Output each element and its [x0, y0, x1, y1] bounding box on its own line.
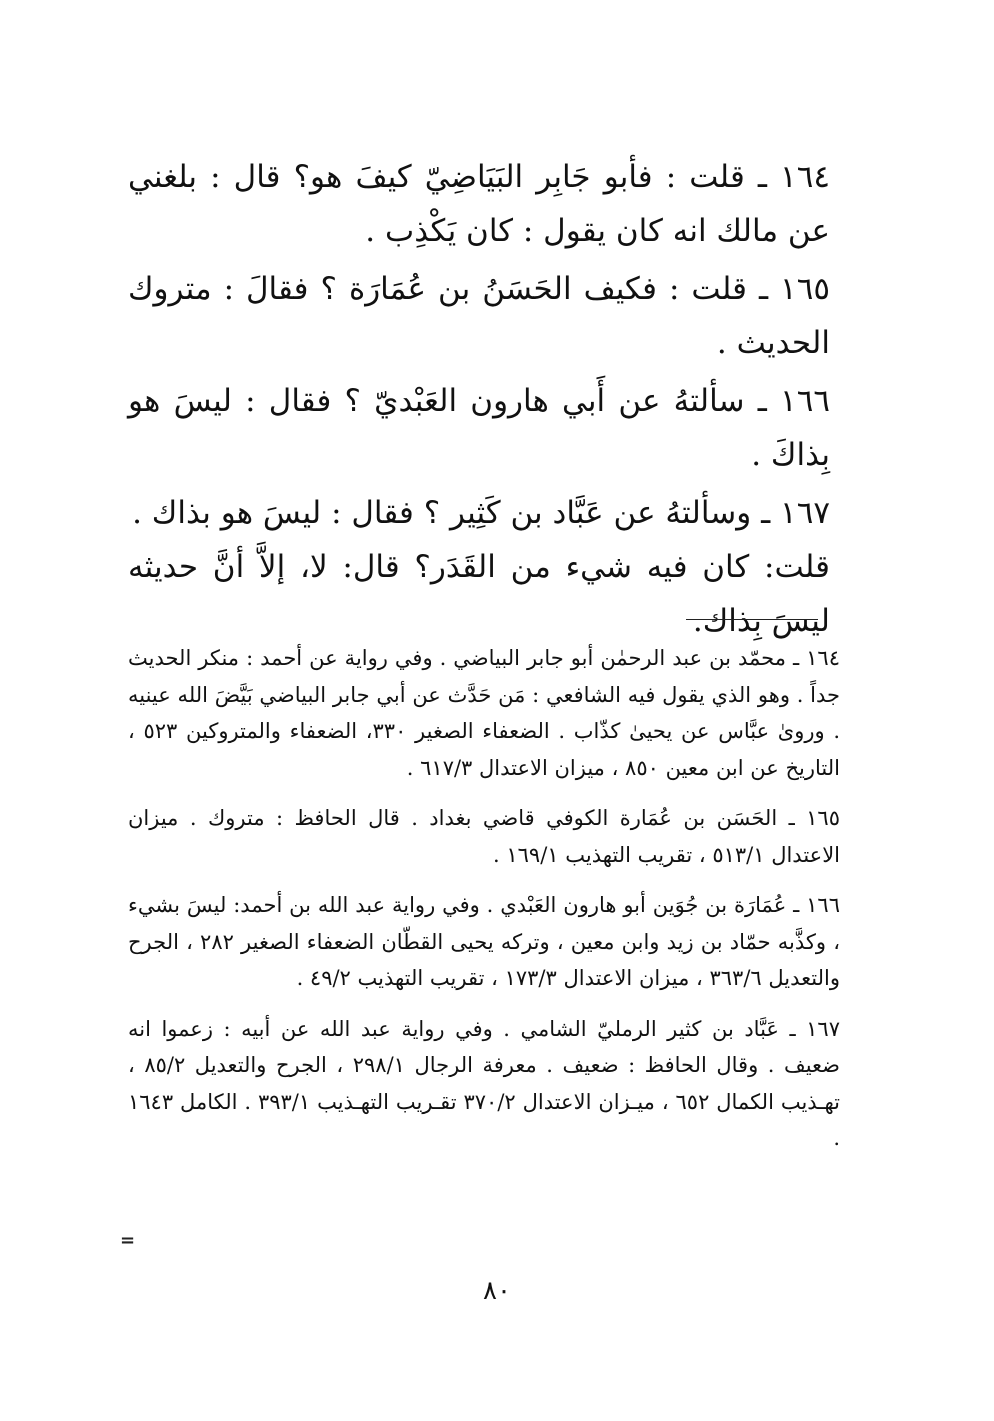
footnote-166: ١٦٦ ـ عُمَارَة بن جُوَين أبو هارون العَبْدي . وفي رواية عبد الله بن أحمد: ليسَ بشيء ، وكذَّبه حمّاد بن زيد وابن معين ، وتركه يحيى القطّان الضعفاء الصغير ٢٨٢ ، الجرح والتعديل ٣٦٣/٦ ، ميزان الاعتدال ١٧٣/٣ ، تقريب التهذيب ٤٩/٢ . — [128, 893, 841, 990]
page-number: ٨٠ — [483, 1276, 511, 1306]
main-text-body — [128, 150, 830, 652]
entry-167-continuation: قلت: كان فيه شيء من القَدَر؟ قال: لا، إلاَّ أنَّ حديثه ليسَ بِذاك. — [128, 549, 830, 639]
entry-164: ١٦٤ ـ قلت : فأبو جَابِر البَيَاضِيّ كيفَ هو؟ قال : بلغني عن مالك انه كان يقول : كان يَكْذِب . — [128, 159, 830, 249]
entry-165: ١٦٥ ـ قلت : فكيف الحَسَنُ بن عُمَارَة ؟ فقالَ : متروك الحديث . — [128, 271, 830, 361]
footnotes-section — [128, 640, 840, 1171]
footnote-164: ١٦٤ ـ محمّد بن عبد الرحمٰن أبو جابر البياضي . وفي رواية عن أحمد : منكر الحديث جداً . وهو الذي يقول فيه الشافعي : مَن حَدَّث عن أبي جابر البياضي بَيَّضَ الله عينيه . وروىٰ عبَّاس عن يحيىٰ كذّاب . الضعفاء الصغير ٣٣٠، الضعفاء والمتروكين ٥٢٣ ، التاريخ عن ابن معين ٨٥٠ ، ميزان الاعتدال ٦١٧/٣ . — [128, 646, 841, 780]
margin-continuation-mark: = — [120, 1230, 136, 1251]
entry-166: ١٦٦ ـ سألتهُ عن أَبي هارون العَبْديّ ؟ فقال : ليسَ هو بِذاكَ . — [128, 383, 830, 473]
footnote-separator — [686, 619, 818, 620]
footnote-165: ١٦٥ ـ الحَسَن بن عُمَارة الكوفي قاضي بغداد . قال الحافظ : متروك . ميزان الاعتدال ٥١٣/١ ، تقريب التهذيب ١٦٩/١ . — [128, 806, 840, 867]
footnote-167: ١٦٧ ـ عَبَّاد بن كثير الرمليّ الشامي . وفي رواية عبد الله عن أبيه : زعموا انه ضعيف . وقال الحافظ : ضعيف . معرفة الرجال ٢٩٨/١ ، الجرح والتعديل ٨٥/٢ ، تهـذيب الكمال ٦٥٢ ، ميـزان الاعتدال ٣٧٠/٢ تقـريب التهـذيب ٣٩٣/١ . الكامل ١٦٤٣ . — [128, 1016, 841, 1150]
entry-167: ١٦٧ ـ وسألتهُ عن عَبَّاد بن كَثِير ؟ فقال : ليسَ هو بذاك . — [132, 495, 830, 531]
